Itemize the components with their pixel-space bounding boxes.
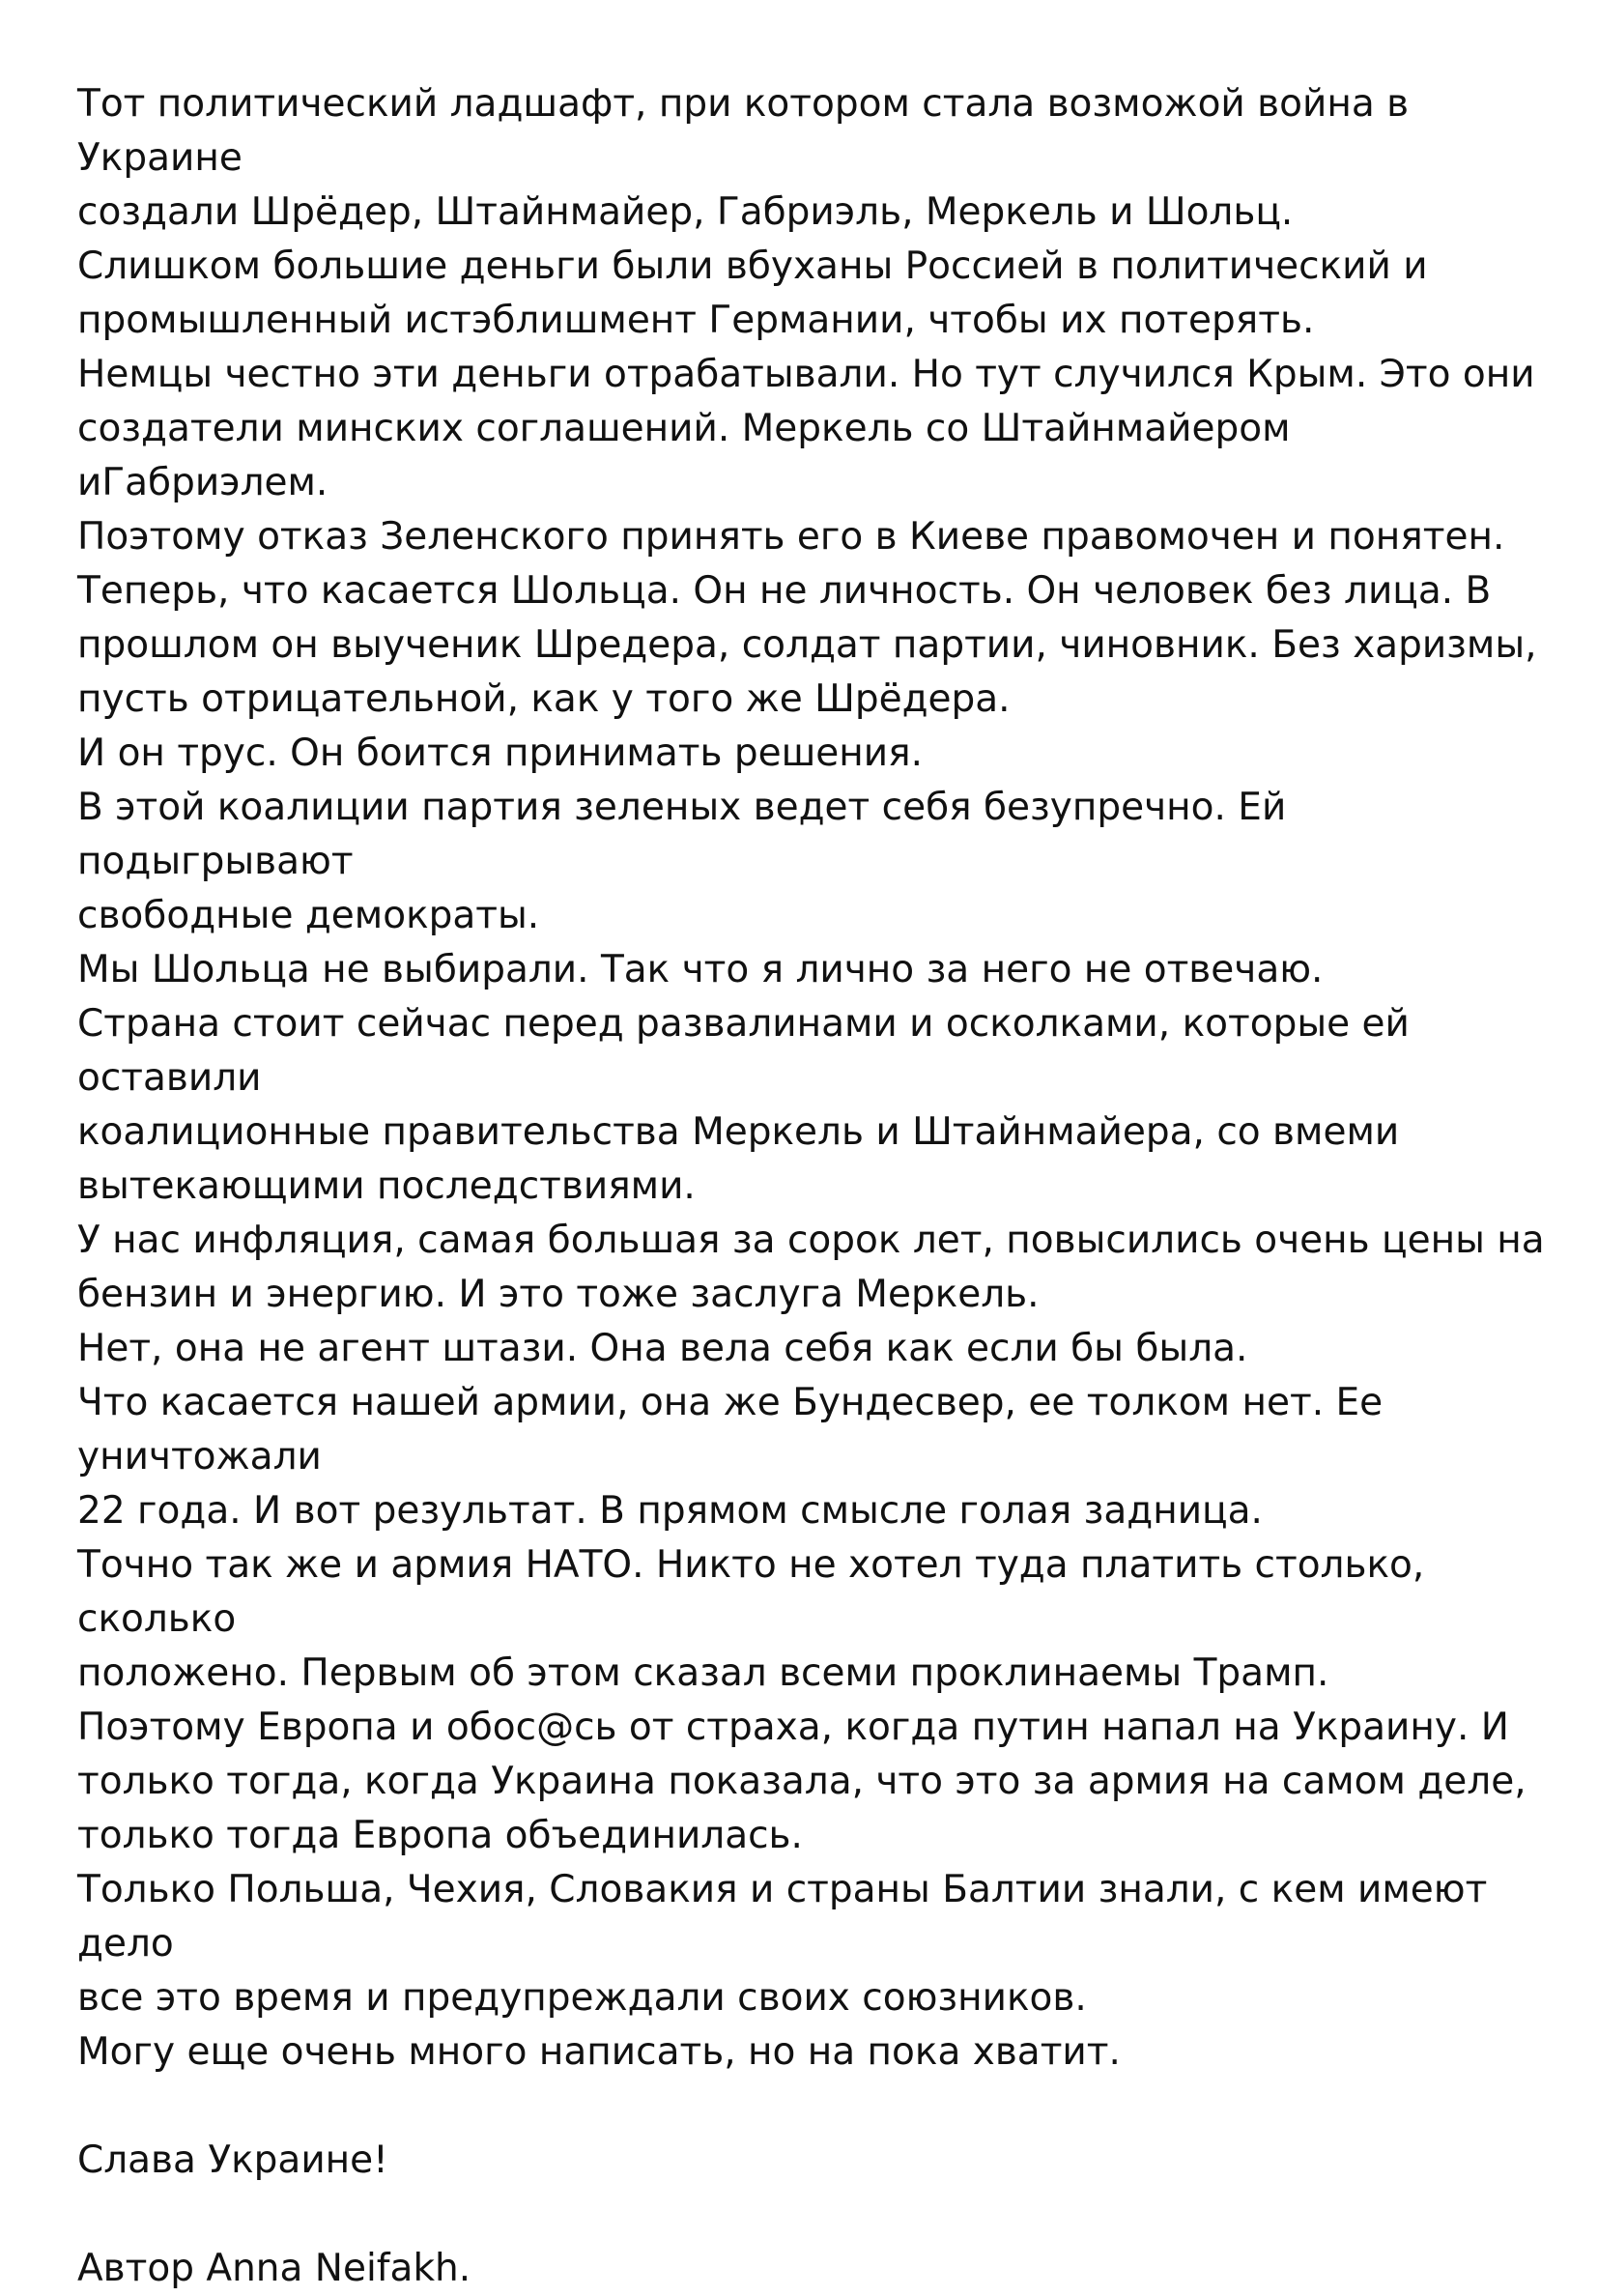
text-line: прошлом он выученик Шредера, солдат партии, чиновник. Без харизмы,: [77, 623, 1537, 667]
text-line: Слишком большие деньги были вбуханы Россией в политический и: [77, 244, 1428, 288]
paragraph-spacer: [77, 2080, 1546, 2134]
document-page: [77, 77, 1546, 2296]
text-line: Тот политический ладшафт, при котором стала возможой война в Украине: [77, 82, 1410, 180]
text-line: Страна стоит сейчас перед развалинами и осколками, которые ей оставили: [77, 1002, 1410, 1100]
text-line: Нет, она не агент штази. Она вела себя как если бы была.: [77, 1327, 1248, 1370]
text-line: У нас инфляция, самая большая за сорок лет, повысились очень цены на: [77, 1219, 1545, 1262]
text-line: Точно так же и армия НАТО. Никто не хотел туда платить столько, сколько: [77, 1543, 1425, 1641]
text-line: вытекающими последствиями.: [77, 1164, 696, 1208]
text-line: Немцы честно эти деньги отрабатывали. Но тут случился Крым. Это они: [77, 353, 1535, 396]
text-line: создатели минских соглашений. Меркель со Штайнмайером иГабриэлем.: [77, 407, 1291, 504]
text-line: В этой коалиции партия зеленых ведет себя безупречно. Ей подыгрывают: [77, 786, 1287, 883]
text-line: только тогда, когда Украина показала, что это за армия на самом деле,: [77, 1760, 1527, 1803]
text-line: Мы Шольца не выбирали. Так что я лично за него не отвечаю.: [77, 948, 1324, 991]
text-line: Могу еще очень много написать, но на пока хватит.: [77, 2030, 1121, 2074]
document-body: [77, 77, 1546, 2080]
text-line: 22 года. И вот результат. В прямом смысле голая задница.: [77, 1489, 1263, 1533]
text-line: положено. Первым об этом сказал всеми проклинаемы Трамп.: [77, 1651, 1329, 1695]
text-line: все это время и предупреждали своих союзников.: [77, 1976, 1087, 2020]
paragraph-spacer: [77, 2188, 1546, 2242]
text-line: коалиционные правительства Меркель и Штайнмайера, со вмеми: [77, 1110, 1400, 1154]
text-line: Поэтому Европа и обос@сь от страха, когда путин напал на Украину. И: [77, 1706, 1509, 1749]
text-line: промышленный истэблишмент Германии, чтобы их потерять.: [77, 299, 1315, 342]
author-signature: Автор Anna Neifakh.: [77, 2247, 471, 2290]
text-line: только тогда Европа объединилась.: [77, 1814, 803, 1857]
text-line: Поэтому отказ Зеленского принять его в Киеве правомочен и понятен.: [77, 515, 1505, 559]
text-line: пусть отрицательной, как у того же Шрёдера.: [77, 677, 1011, 721]
closing-line: Слава Украине!: [77, 2138, 388, 2182]
text-line: создали Шрёдер, Штайнмайер, Габриэль, Меркель и Шольц.: [77, 190, 1294, 234]
text-line: Теперь, что касается Шольца. Он не личность. Он человек без лица. В: [77, 569, 1492, 613]
text-line: И он трус. Он боится принимать решения.: [77, 732, 923, 775]
text-line: бензин и энергию. И это тоже заслуга Меркель.: [77, 1273, 1040, 1316]
text-line: свободные демократы.: [77, 894, 540, 937]
text-line: Только Польша, Чехия, Словакия и страны Балтии знали, с кем имеют дело: [77, 1868, 1488, 1966]
text-line: Что касается нашей армии, она же Бундесвер, ее толком нет. Ее уничтожали: [77, 1381, 1384, 1478]
